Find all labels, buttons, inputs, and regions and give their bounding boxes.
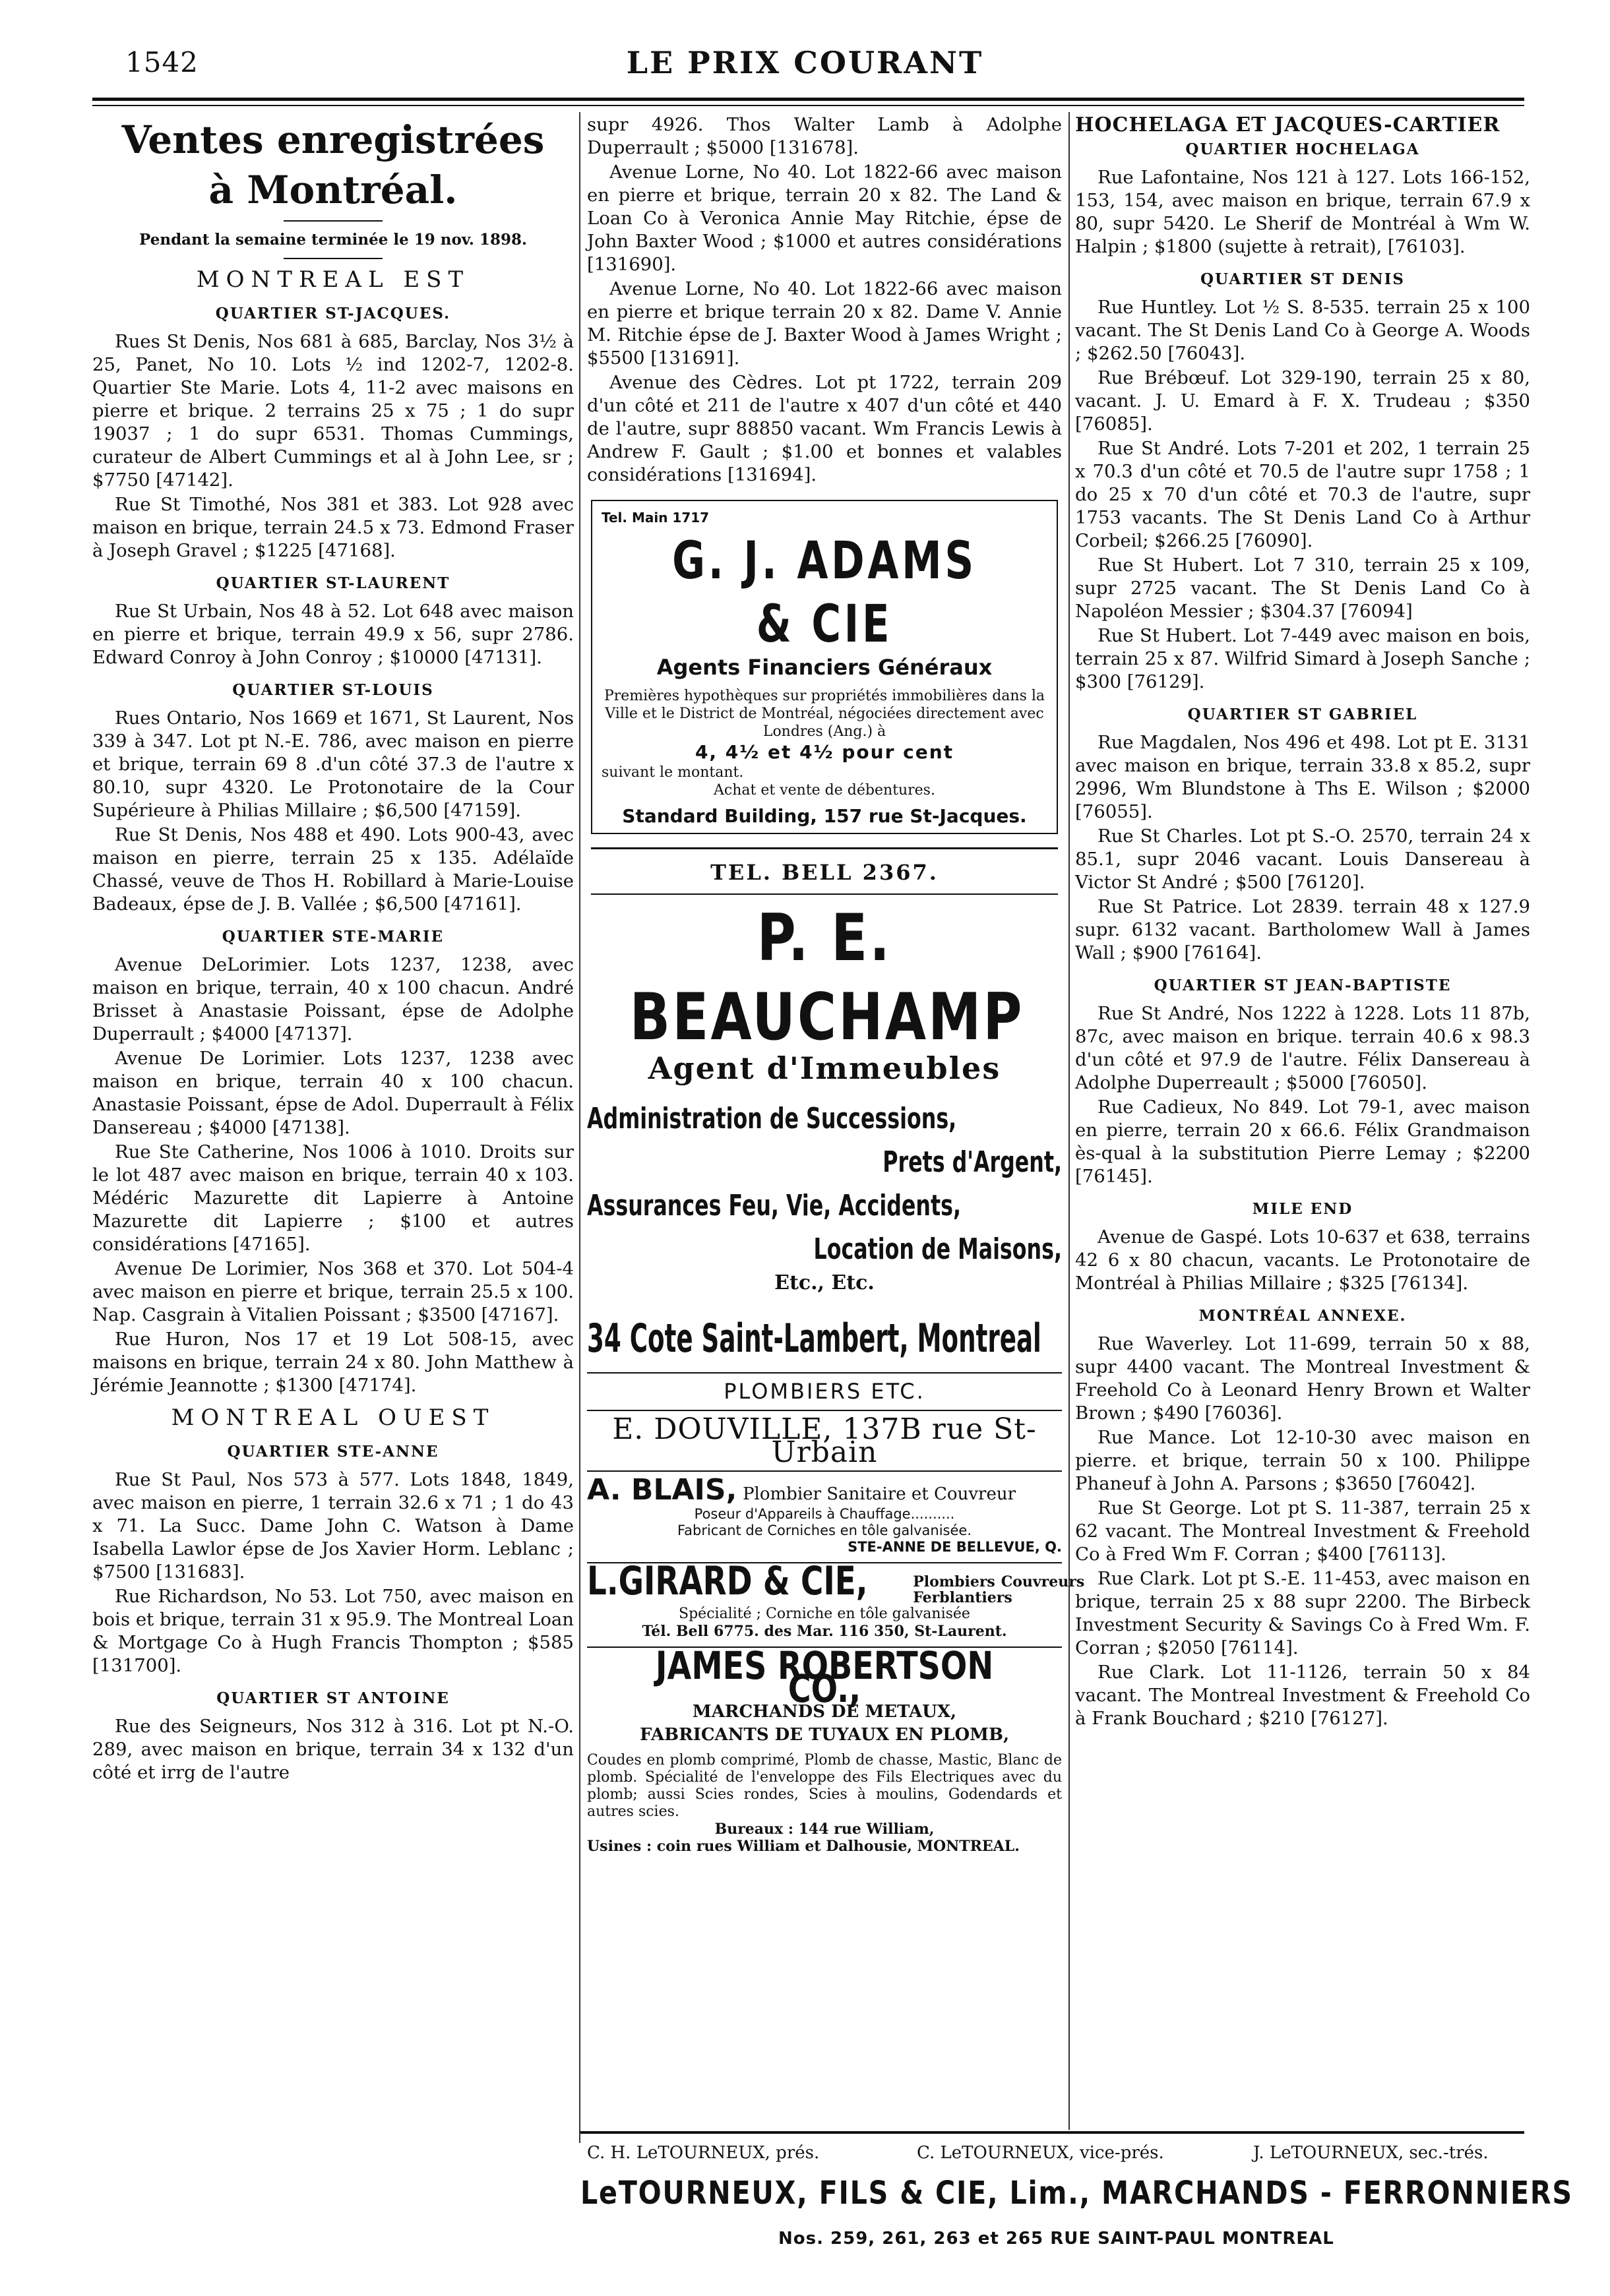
sale-entry: Rue St Charles. Lot pt S.-O. 2570, terrain 24 x 85.1, supr 2046 vacant. Louis Dansereau à Victor St André ; $500 [76120]. [1075,826,1530,893]
quarter-heading: QUARTIER STE-MARIE [222,928,445,946]
sale-entry: Rue Huron, Nos 17 et 19 Lot 508-15, avec maisons en brique, terrain 24 x 80. John Matthew à Jérémie Jeannotte ; $1300 [47174]. [92,1329,574,1396]
section-title-line2: à Montréal. [208,167,458,212]
quarter-heading: MONTRÉAL ANNEXE. [1198,1307,1407,1325]
blais-advertisement [587,1473,1062,1556]
ad-trade: Plombiers Couvreurs Ferblantiers [913,1573,1085,1606]
ad-text: Achat et vente de débentures. [714,782,935,799]
sale-entry: Rue Richardson, No 53. Lot 750, avec maison en bois et brique, terrain 31 x 95.9. The Montreal Loan & Mortgage Co à Hugh Francis Thompton ; $585 [131700]. [92,1586,574,1676]
column-2 [587,113,1085,1855]
district-heading: MONTREAL EST [196,266,470,293]
quarter-heading: QUARTIER STE-ANNE [227,1443,439,1461]
ad-service: Location de Maisons, [813,1232,1062,1266]
sale-entry: Rue St Hubert. Lot 7-449 avec maison en bois, terrain 25 x 87. Wilfrid Simard à Joseph Sanche ; $300 [76129]. [1075,625,1530,692]
quarter-heading: QUARTIER ST JEAN-BAPTISTE [1154,977,1452,994]
ad-address: E. DOUVILLE, 137B rue St-Urbain [612,1412,1037,1469]
ad-company-name: A. BLAIS, [587,1473,737,1507]
page-number: 1542 [125,46,199,78]
ad-text: STE-ANNE DE BELLEVUE, Q. [848,1539,1062,1555]
adams-advertisement [591,500,1058,834]
ad-service: Administration de Successions, [587,1102,957,1135]
sale-entry: Rue St Denis, Nos 488 et 490. Lots 900-43, avec maison en pierre, terrain 25 x 135. Adélaïde Chassé, veuve de Thos H. Robillard à Marie-Louise Badeaux, épse de J. B. Vallée ; $6,500 [47161]. [92,824,574,915]
sale-entry: Rue des Seigneurs, Nos 312 à 316. Lot pt N.-O. 289, avec maison en brique, terrain 34 x 132 d'un côté et irrg de l'autre [92,1716,574,1783]
quarter-heading: QUARTIER ST DENIS [1200,270,1406,288]
ad-text: Spécialité ; Corniche en tôle galvanisée [679,1605,970,1622]
ad-address: Standard Building, 157 rue St-Jacques. [622,805,1027,827]
sale-entry: Rue St Hubert. Lot 7 310, terrain 25 x 109, supr 2725 vacant. The St Denis Land Co à Napoléon Messier ; $304.37 [76094] [1075,555,1530,622]
quarter-heading: QUARTIER ST GABRIEL [1187,706,1418,723]
quarter-heading: QUARTIER ST ANTOINE [216,1689,450,1707]
quarter-heading: MILE END [1252,1200,1353,1218]
sale-entry: Rue Clark. Lot pt S.-E. 11-453, avec maison en brique, terrain 25 x 88 supr 2200. The Birbeck Investment Security & Savings Co à Fred Wm. F. Corran ; $2050 [76114]. [1075,1568,1530,1658]
week-subtitle: Pendant la semaine terminée le 19 nov. 1898. [139,231,527,249]
quarter-heading: QUARTIER HOCHELAGA [1185,140,1420,158]
sale-entry: Rue Cadieux, No 849. Lot 79-1, avec maison en pierre, terrain 20 x 66.6. Félix Grandmaison ès-qual à la substitution Pierre Lemay ; $2200 [76145]. [1075,1097,1530,1187]
section-title: Ventes enregistrées [121,117,545,162]
ad-text: Poseur d'Appareils à Chauffage.......... [694,1506,955,1522]
ad-company-name: G. J. ADAMS & CIE [672,531,977,654]
sale-entry: Rue Mance. Lot 12-10-30 avec maison en pierre. et brique, terrain 50 x 100. Philippe Phaneuf à John A. Parsons ; $3650 [76042]. [1075,1427,1530,1494]
footer-company: LeTOURNEUX, FILS & CIE, Lim., MARCHANDS - FERRONNIERS [580,2175,1573,2212]
sale-entry: supr 4926. Thos Walter Lamb à Adolphe Duperrault ; $5000 [131678]. [587,114,1062,158]
footer-president: C. H. LeTOURNEUX, prés. [587,2143,820,2163]
divider [587,1470,1062,1472]
divider [591,847,1058,849]
ad-subtitle: MARCHANDS DE METAUX, [692,1701,957,1722]
ad-rates: 4, 4½ et 4½ pour cent [695,741,954,763]
ad-text: Etc., Etc. [774,1271,875,1294]
sale-entry: Rue St André, Nos 1222 à 1228. Lots 11 87b, 87c, avec maison en brique. terrain 40.6 x 98.3 d'un côté et 97.9 de l'autre. Félix Dansereau à Adolphe Duperreault ; $5000 [76050]. [1075,1003,1530,1093]
footer-vice-president: C. LeTOURNEUX, vice-prés. [917,2143,1164,2163]
district-heading: HOCHELAGA ET JACQUES-CARTIER [1075,113,1501,136]
ad-text: Fabricant de Corniches en tôle galvanisée. [677,1523,972,1538]
sale-entry: Avenue De Lorimier, Nos 368 et 370. Lot 504-4 avec maison en pierre et brique, terrain 25.5 x 100. Nap. Casgrain à Vitalien Poissant ; $3500 [47167]. [92,1258,574,1325]
sale-entry: Rue St Urbain, Nos 48 à 52. Lot 648 avec maison en pierre et brique, terrain 49.9 x 56, supr 2786. Edward Conroy à John Conroy ; $10000 [47131]. [92,601,574,668]
quarter-heading: QUARTIER ST-LAURENT [216,574,450,592]
sale-entry: Avenue De Lorimier. Lots 1237, 1238 avec maison en brique, terrain 40 x 100 chacun. Anastasie Poissant, épse de Adol. Duperrault à Félix Dansereau ; $4000 [47138]. [92,1048,574,1138]
beauchamp-advertisement [587,899,1062,1366]
sale-entry: Rue Magdalen, Nos 496 et 498. Lot pt E. 3131 avec maison en brique, terrain 33.8 x 85.2, supr 2996, Wm Blundstone à Ths E. Wilson ; $2000 [76055]. [1075,732,1530,822]
sale-entry: Rue Huntley. Lot ½ S. 8-535. terrain 25 x 100 vacant. The St Denis Land Co à George A. Woods ; $262.50 [76043]. [1075,297,1530,364]
column-1 [92,113,574,1786]
page-title: LE PRIX COURANT [626,45,984,80]
sale-entry: Rue St Timothé, Nos 381 et 383. Lot 928 avec maison en brique, terrain 24.5 x 73. Edmond Fraser à Joseph Gravel ; $1225 [47168]. [92,494,574,561]
ad-service: Assurances Feu, Vie, Accidents, [587,1189,962,1223]
divider [284,220,383,222]
ad-company-name: P. E. BEAUCHAMP [629,901,1024,1055]
footer-secretary: J. LeTOURNEUX, sec.-trés. [1253,2143,1489,2163]
ad-subtitle: Agent d'Immeubles [648,1050,1001,1086]
divider [591,893,1058,895]
ad-company-name: JAMES ROBERTSON CO., [655,1643,994,1711]
robertson-advertisement [587,1643,1062,1855]
sale-entry: Avenue DeLorimier. Lots 1237, 1238, avec maison en brique, terrain, 40 x 100 chacun. André Brisset à Anastasie Poissant, épse de Adolphe Duperrault ; $4000 [47137]. [92,954,574,1044]
district-heading: MONTREAL OUEST [171,1405,495,1431]
sale-entry: Rue St Patrice. Lot 2839. terrain 48 x 127.9 supr. 6132 vacant. Bartholomew Wall à James Wall ; $900 [76164]. [1075,896,1530,963]
girard-advertisement [587,1558,1085,1640]
sale-entry: Rues Ontario, Nos 1669 et 1671, St Laurent, Nos 339 à 347. Lot pt N.-E. 786, avec maison en pierre et brique, terrain 69 8 .d'un côté 37.3 de l'autre x 80.10, supr 4320. Le Protonotaire de la Cour Supérieure à Philias Millaire ; $6,500 [47159]. [92,708,574,821]
ad-text: Bureaux : 144 rue William, [714,1820,935,1838]
ad-telephone: Tel. Main 1717 [602,510,710,526]
sale-entry: Rue Ste Catherine, Nos 1006 à 1010. Droits sur le lot 487 avec maison en brique, terrain 40 x 103. Médéric Mazurette dit Lapierre à Antoine Mazurette dit Lapierre ; $100 et autres considérations [47165]. [92,1141,574,1255]
sale-entry: Rue St André. Lots 7-201 et 202, 1 terrain 25 x 70.3 d'un côté et 70.5 de l'autre supr 1758 ; 1 do 25 x 70 d'un côté et 70.3 de l'autre, supr 1753 vacants. The St Denis Land Co à Arthur Corbeil; $266.25 [76090]. [1075,438,1530,551]
ad-heading: PLOMBIERS ETC. [724,1379,925,1404]
sale-entry: Avenue Lorne, No 40. Lot 1822-66 avec maison en pierre et brique, terrain 20 x 82. The Land & Loan Co à Veronica Annie May Ritchie, épse de John Baxter Wood ; $1000 et autres considérations [131690]. [587,162,1062,275]
ad-text: Usines : coin rues William et Dalhousie, MONTREAL. [587,1837,1020,1855]
column-3 [1075,113,1530,1732]
sale-entry: Rues St Denis, Nos 681 à 685, Barclay, Nos 3½ à 25, Panet, No 10. Lots ½ ind 1202-7, 1202-8. Quartier Ste Marie. Lots 4, 11-2 avec maisons en pierre et brique. 2 terrains 25 x 75 ; 1 do supr 19037 ; 1 do supr 6531. Thomas Cummings, curateur de Albert Cummings et al à John Lee, sr ; $7750 [47142]. [92,331,574,491]
sale-entry: Rue Lafontaine, Nos 121 à 127. Lots 166-152, 153, 154, avec maison en brique, terrain 67.9 x 80, supr 5420. Le Sherif de Montréal à Wm W. Halpin ; $1800 (sujette à retrait), [76103]. [1075,167,1530,257]
ad-subtitle: FABRICANTS DE TUYAUX EN PLOMB, [640,1724,1009,1745]
ad-text: suivant le montant. [602,764,744,781]
divider [284,258,383,259]
quarter-heading: QUARTIER ST-LOUIS [232,681,434,699]
divider [587,1372,1062,1374]
column-divider [579,112,580,2143]
ad-trade: Plombier Sanitaire et Couvreur [743,1484,1016,1504]
ad-text: Tél. Bell 6775. des Mar. 116 350, St-Laurent. [642,1622,1007,1640]
sale-entry: Avenue Lorne, No 40. Lot 1822-66 avec maison en pierre et brique terrain 20 x 82. Dame V. Annie M. Ritchie épse de J. Baxter Wood à James Wright ; $5500 [131691]. [587,278,1062,369]
column-divider [1068,112,1070,2130]
ad-service: Prets d'Argent, [882,1145,1062,1179]
quarter-heading: QUARTIER ST-JACQUES. [215,305,451,322]
sale-entry: Avenue des Cèdres. Lot pt 1722, terrain 209 d'un côté et 211 de l'autre x 407 d'un côté et 440 de l'autre, supr 88850 vacant. Wm Francis Lewis à Andrew F. Gault ; $1.00 et bonnes et valables considérations [131694]. [587,372,1062,485]
ad-text: Coudes en plomb comprimé, Plomb de chasse, Mastic, Blanc de plomb. Spécialité de l'enveloppe des Fils Electriques avec du plomb; aussi Scies rondes, Scies à moulins, Godendards et autres scies. [587,1751,1062,1820]
divider [587,1410,1062,1411]
ad-address: 34 Cote Saint-Lambert, Montreal [587,1315,1041,1362]
sale-entry: Rue Brébœuf. Lot 329-190, terrain 25 x 80, vacant. J. U. Emard à F. X. Trudeau ; $350 [76085]. [1075,367,1530,435]
ad-telephone: TEL. BELL 2367. [710,860,939,885]
footer-address: Nos. 259, 261, 263 et 265 RUE SAINT-PAUL MONTREAL [778,2229,1334,2249]
sale-entry: Rue St George. Lot pt S. 11-387, terrain 25 x 62 vacant. The Montreal Investment & Freehold Co à Fred Wm F. Corran ; $400 [76113]. [1075,1497,1530,1565]
ad-text: Premières hypothèques sur propriétés immobilières dans la Ville et le District de Montréal, négociées directement avec Londres (Ang.) à [604,688,1045,740]
sale-entry: Avenue de Gaspé. Lots 10-637 et 638, terrains 42 6 x 80 chacun, vacants. Le Protonotaire de Montréal à Philias Millaire ; $325 [76134]. [1075,1226,1530,1294]
sale-entry: Rue Waverley. Lot 11-699, terrain 50 x 88, supr 4400 vacant. The Montreal Investment & Freehold Co à Leonard Henry Brown et Walter Brown ; $490 [76036]. [1075,1333,1530,1424]
header-rule [92,98,1524,106]
sale-entry: Rue St Paul, Nos 573 à 577. Lots 1848, 1849, avec maison en pierre, 1 terrain 32.6 x 71 ; 1 do 43 x 71. La Succ. Dame John C. Watson à Dame Isabella Lawlor épse de Jos Xavier Horm. Leblanc ; $7500 [131683]. [92,1469,574,1583]
ad-subtitle: Agents Financiers Généraux [656,655,993,680]
footer-rule [580,2131,1524,2134]
ad-company-name: L.GIRARD & CIE, [587,1558,868,1604]
sale-entry: Rue Clark. Lot 11-1126, terrain 50 x 84 vacant. The Montreal Investment & Freehold Co à Frank Bouchard ; $210 [76127]. [1075,1662,1530,1729]
